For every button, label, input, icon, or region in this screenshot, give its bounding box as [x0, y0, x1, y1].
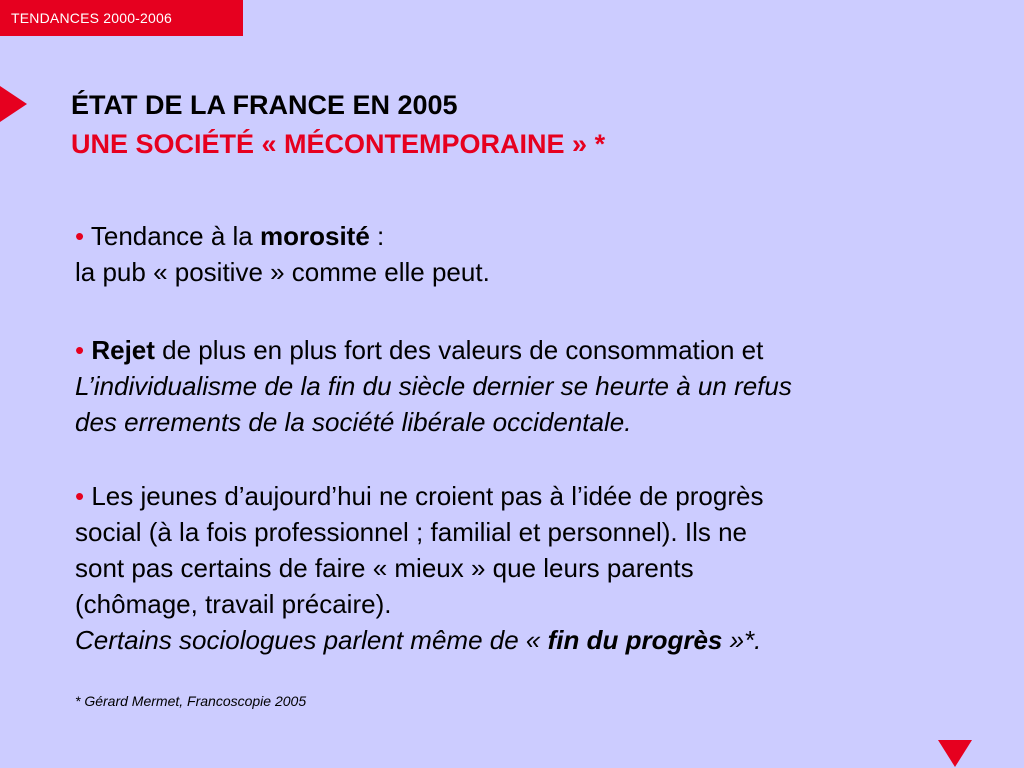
- bullet-line: [75, 332, 792, 368]
- bullet-italic-line: [75, 622, 763, 658]
- bullet-italic-line: des errements de la société libérale occidentale.: [75, 407, 632, 437]
- bullet-line: social (à la fois professionnel ; familial et personnel). Ils ne: [75, 517, 747, 547]
- footnote: * Gérard Mermet, Francoscopie 2005: [75, 693, 307, 709]
- bullet-marker: •: [75, 481, 85, 511]
- page-title: ÉTAT DE LA FRANCE EN 2005: [71, 90, 458, 120]
- bullet-keyword: Rejet: [91, 335, 155, 365]
- bullet-text: de plus en plus fort des valeurs de consommation et: [154, 335, 764, 365]
- bullet-marker: •: [75, 221, 85, 251]
- bullet-italic-text: »*.: [722, 625, 762, 655]
- bullet-jeunes: [75, 478, 763, 658]
- bullet-line: [75, 478, 763, 514]
- bullet-italic-line: L’individualisme de la fin du siècle dernier se heurte à un refus: [75, 371, 792, 401]
- bullet-keyword: fin du progrès: [547, 625, 723, 655]
- bullet-line: [75, 218, 490, 254]
- bullet-marker: •: [75, 335, 85, 365]
- section-tag: TENDANCES 2000-2006: [0, 0, 243, 36]
- bullet-morosite: [75, 218, 490, 290]
- bullet-italic-text: Certains sociologues parlent même de «: [75, 625, 548, 655]
- bullet-text: Les jeunes d’aujourd’hui ne croient pas à l’idée de progrès: [84, 481, 764, 511]
- triangle-right-icon[interactable]: [0, 86, 27, 122]
- page-subtitle: UNE SOCIÉTÉ « MÉCONTEMPORAINE » *: [71, 129, 606, 159]
- bullet-text: :: [369, 221, 385, 251]
- bullet-keyword: morosité: [260, 221, 370, 251]
- bullet-line: sont pas certains de faire « mieux » que leurs parents: [75, 553, 694, 583]
- bullet-rejet: [75, 332, 792, 440]
- triangle-down-icon[interactable]: [938, 740, 972, 767]
- bullet-line: la pub « positive » comme elle peut.: [75, 257, 490, 287]
- bullet-line: (chômage, travail précaire).: [75, 589, 392, 619]
- bullet-text: Tendance à la: [84, 221, 260, 251]
